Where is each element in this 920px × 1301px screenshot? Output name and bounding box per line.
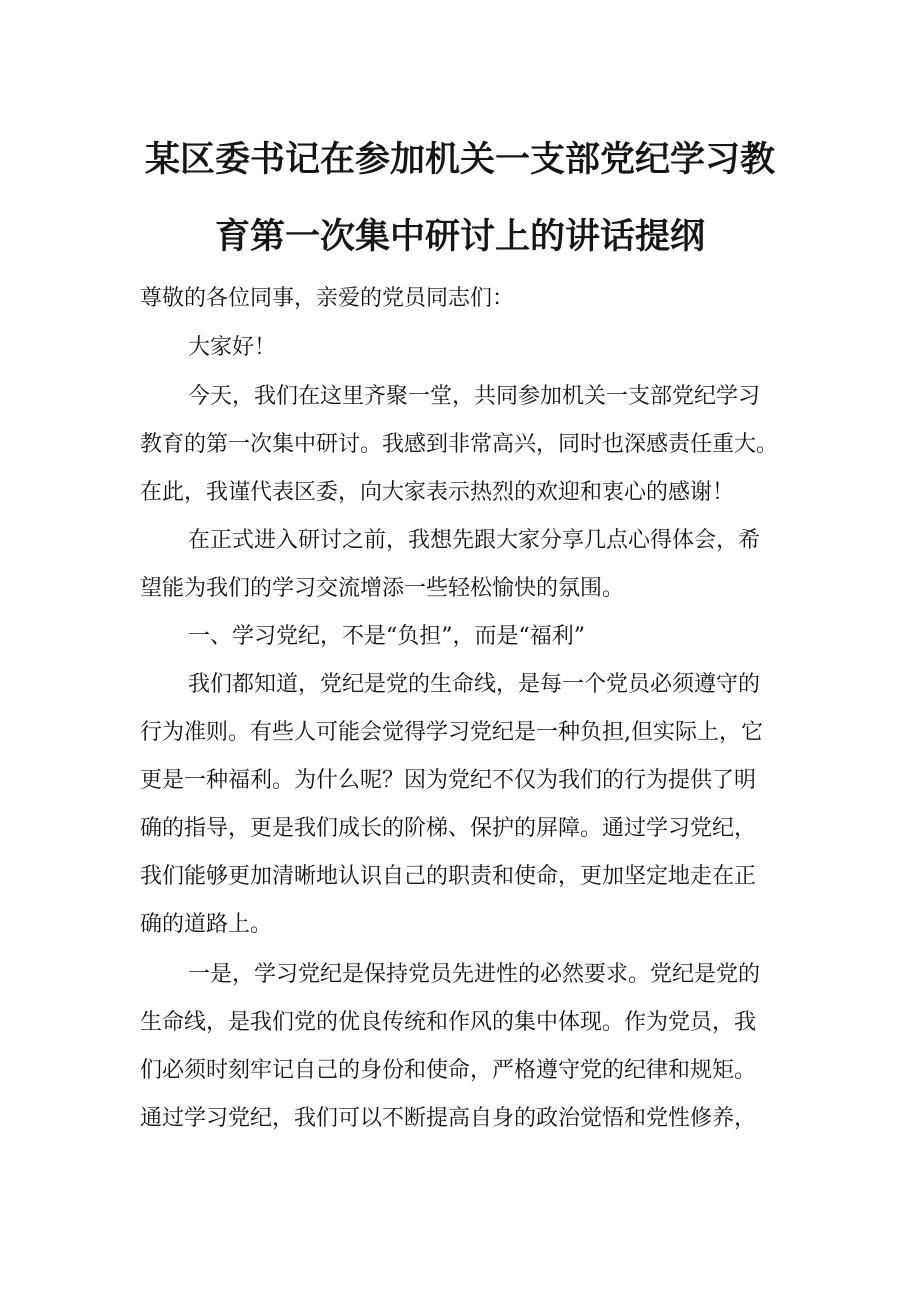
- greeting-line: 大家好！: [188, 335, 277, 360]
- body-text-line: 在此，我谨代表区委，向大家表示热烈的欢迎和衷心的感谢！: [140, 480, 735, 505]
- body-text-line: 确的道路上。: [140, 912, 273, 937]
- body-text-line: 今天，我们在这里齐聚一堂，共同参加机关一支部党纪学习: [188, 384, 761, 409]
- body-text-line: 们必须时刻牢记自己的身份和使命，严格遵守党的纪律和规矩。: [140, 1058, 757, 1083]
- body-text-line: 在正式进入研讨之前，我想先跟大家分享几点心得体会，希: [188, 528, 761, 553]
- body-text-line: 确的指导，更是我们成长的阶梯、保护的屏障。通过学习党纪，: [140, 816, 757, 841]
- body-text-line: 通过学习党纪，我们可以不断提高自身的政治觉悟和党性修养，: [140, 1106, 757, 1131]
- body-text-line: 望能为我们的学习交流增添一些轻松愉快的氛围。: [140, 576, 625, 601]
- body-text-line: 我们都知道，党纪是党的生命线，是每一个党员必须遵守的: [188, 672, 761, 697]
- document-title-line-2: 育第一次集中研讨上的讲话提纲: [214, 217, 705, 257]
- body-text-line: 生命线，是我们党的优良传统和作风的集中体现。作为党员，我: [140, 1010, 757, 1035]
- document-title-line-1: 某区委书记在参加机关一支部党纪学习教: [144, 140, 775, 180]
- body-text-line: 一是，学习党纪是保持党员先进性的必然要求。党纪是党的: [188, 962, 761, 987]
- body-text-line: 行为准则。有些人可能会觉得学习党纪是一种负担,但实际上，它: [140, 720, 763, 745]
- section-heading: 一、学习党纪，不是“负担”，而是“福利”: [188, 624, 585, 649]
- salutation-line: 尊敬的各位同事，亲爱的党员同志们：: [140, 286, 515, 311]
- body-text-line: 我们能够更加清晰地认识自己的职责和使命，更加坚定地走在正: [140, 864, 757, 889]
- body-text-line: 教育的第一次集中研讨。我感到非常高兴，同时也深感责任重大。: [140, 432, 779, 457]
- body-text-line: 更是一种福利。为什么呢？因为党纪不仅为我们的行为提供了明: [140, 768, 757, 793]
